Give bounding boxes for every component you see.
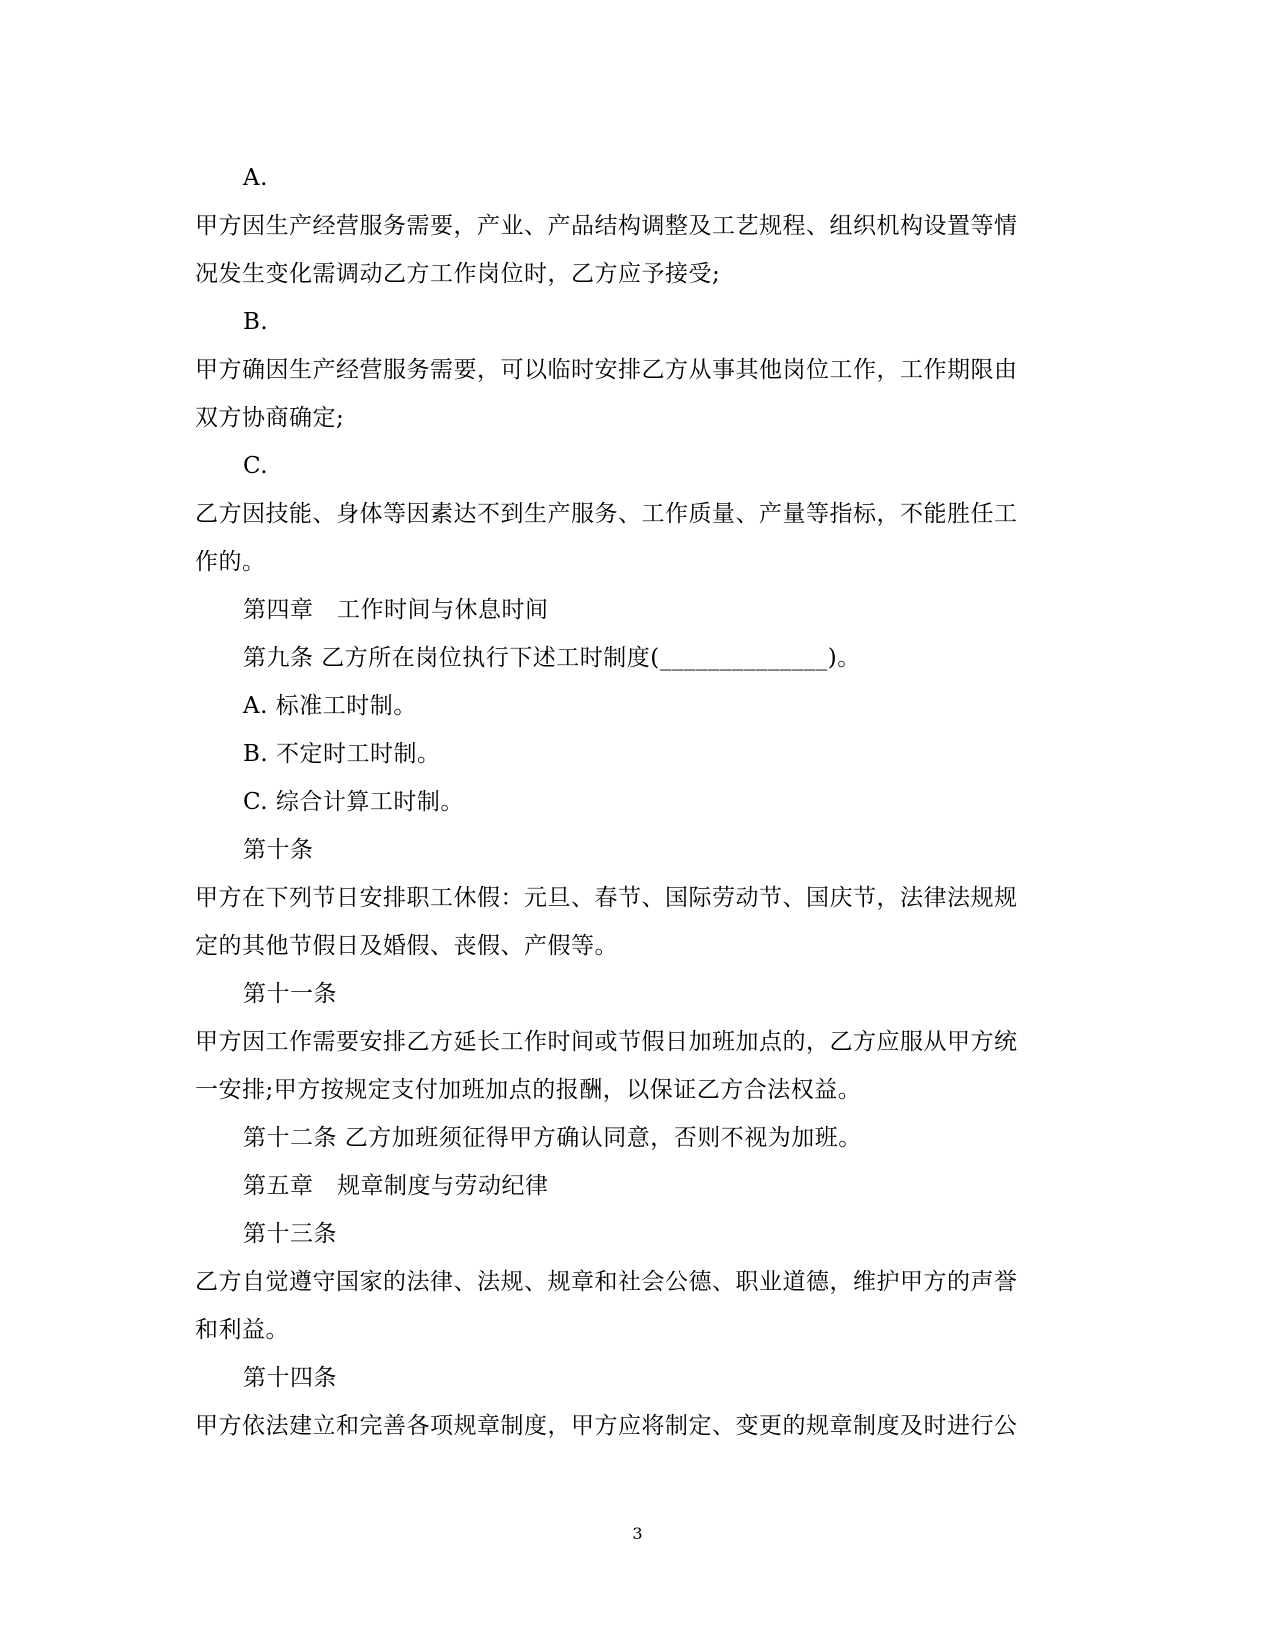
paragraph-line: 甲方依法建立和完善各项规章制度，甲方应将制定、变更的规章制度及时进行公 — [195, 1413, 1018, 1439]
option-comprehensive-hours: C. 综合计算工时制。 — [243, 789, 464, 815]
paragraph-line: 甲方确因生产经营服务需要，可以临时安排乙方从事其他岗位工作，工作期限由 — [195, 357, 1018, 383]
article-11-heading: 第十一条 — [243, 981, 337, 1007]
chapter-4-heading: 第四章 工作时间与休息时间 — [243, 597, 549, 623]
item-c-label: C. — [243, 453, 269, 479]
article-9: 第九条 乙方所在岗位执行下述工时制度(______________)。 — [243, 645, 861, 671]
paragraph-line: 双方协商确定; — [195, 405, 345, 431]
article-13-heading: 第十三条 — [243, 1221, 337, 1247]
article-12: 第十二条 乙方加班须征得甲方确认同意，否则不视为加班。 — [243, 1125, 862, 1151]
paragraph-line: 况发生变化需调动乙方工作岗位时，乙方应予接受; — [195, 261, 721, 287]
chapter-5-heading: 第五章 规章制度与劳动纪律 — [243, 1173, 549, 1199]
paragraph-line: 甲方因工作需要安排乙方延长工作时间或节假日加班加点的，乙方应服从甲方统 — [195, 1029, 1018, 1055]
paragraph-line: 和利益。 — [195, 1317, 289, 1343]
article-14-heading: 第十四条 — [243, 1365, 337, 1391]
article-10-heading: 第十条 — [243, 837, 314, 863]
paragraph-line: 甲方因生产经营服务需要，产业、产品结构调整及工艺规程、组织机构设置等情 — [195, 213, 1018, 239]
paragraph-line: 定的其他节假日及婚假、丧假、产假等。 — [195, 933, 618, 959]
item-b-label: B. — [243, 309, 269, 335]
option-flexible-hours: B. 不定时工时制。 — [243, 741, 441, 767]
paragraph-line: 作的。 — [195, 549, 266, 575]
paragraph-line: 乙方因技能、身体等因素达不到生产服务、工作质量、产量等指标，不能胜任工 — [195, 501, 1018, 527]
paragraph-line: 乙方自觉遵守国家的法律、法规、规章和社会公德、职业道德，维护甲方的声誉 — [195, 1269, 1018, 1295]
option-standard-hours: A. 标准工时制。 — [243, 693, 417, 719]
paragraph-line: 一安排;甲方按规定支付加班加点的报酬，以保证乙方合法权益。 — [195, 1077, 862, 1103]
item-a-label: A. — [243, 165, 268, 191]
page-number: 3 — [632, 1524, 643, 1543]
document-body — [195, 154, 1075, 1450]
paragraph-line: 甲方在下列节日安排职工休假：元旦、春节、国际劳动节、国庆节，法律法规规 — [195, 885, 1018, 911]
